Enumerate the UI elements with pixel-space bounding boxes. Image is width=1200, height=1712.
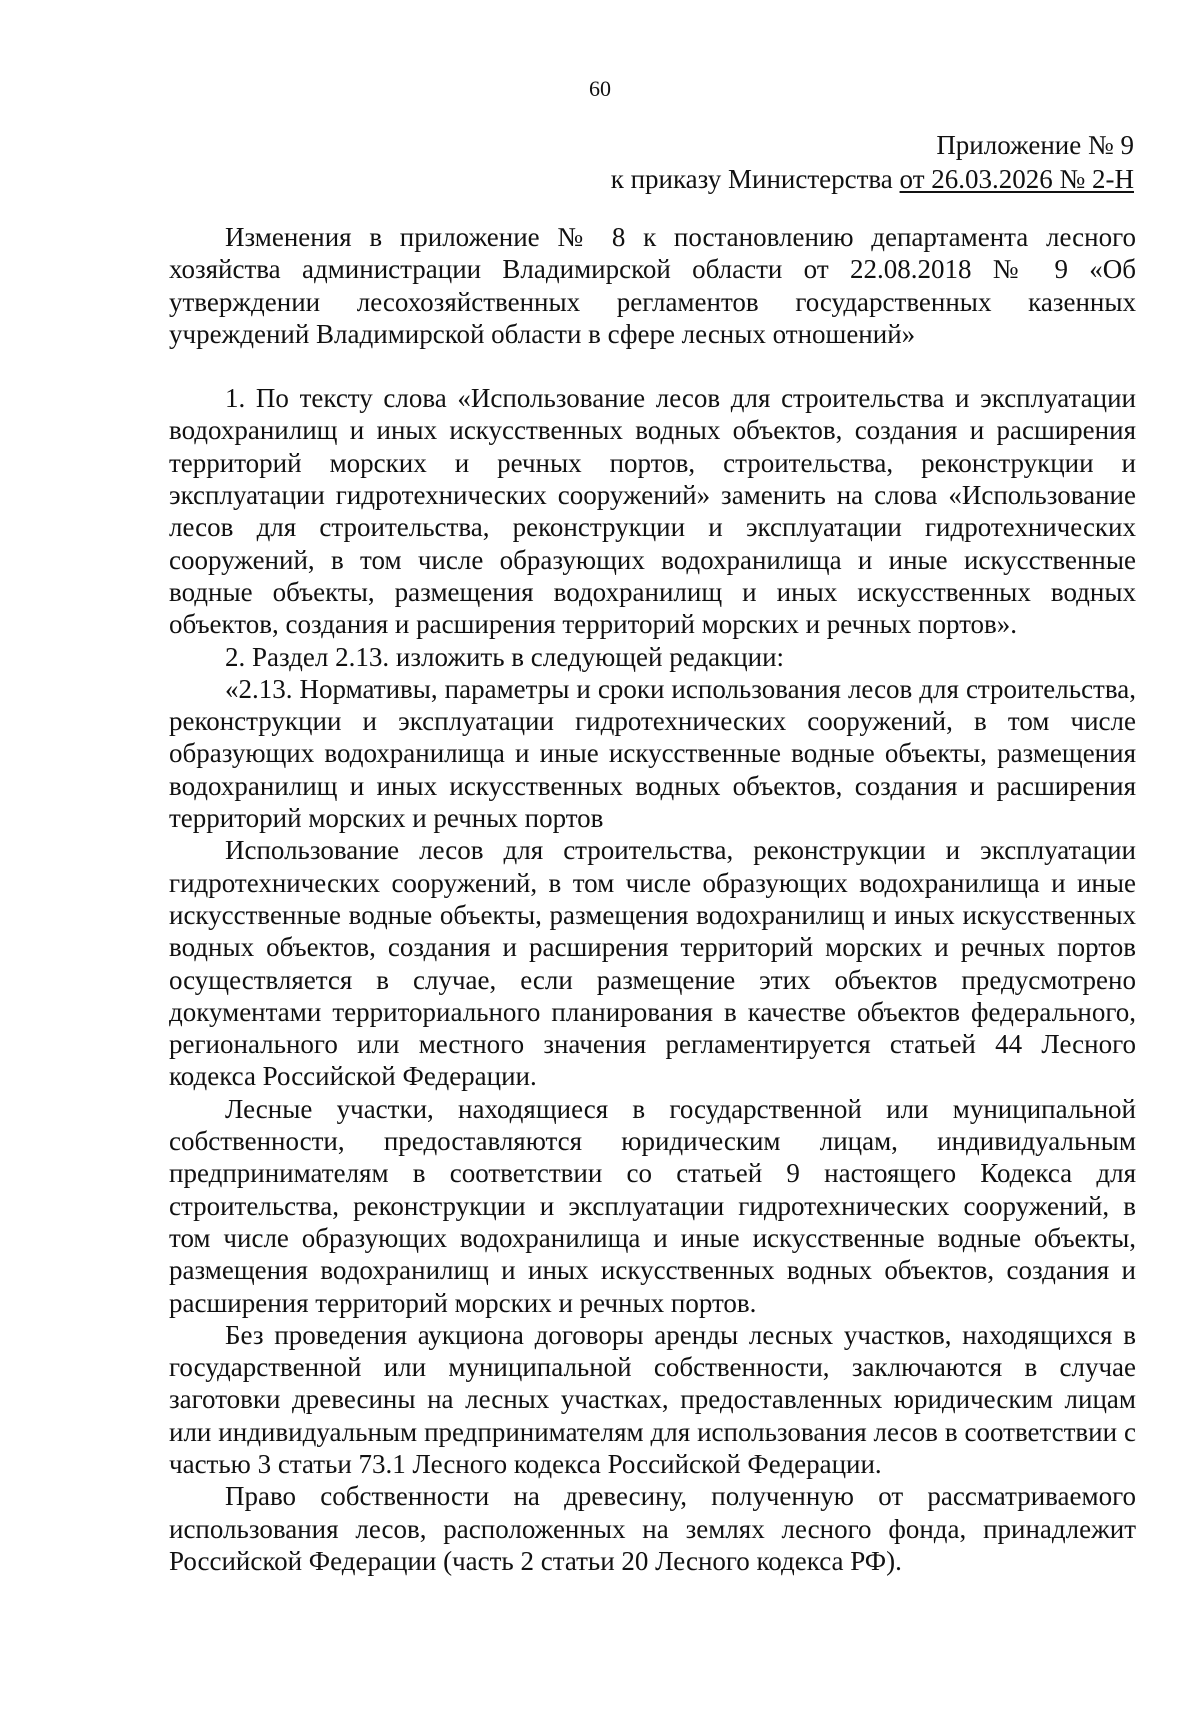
appendix-order-ref [611,162,1134,196]
appendix-title: Приложение № 9 [936,130,1134,160]
page-number: 60 [589,76,611,101]
paragraph-1: 1. По тексту слова «Использование лесов для строительства и эксплуатации водохранилищ и иных искусственных водных объектов, создания и расширения территорий морских и речных портов, строительства, реконструкции и эксплуатации гидротехнических сооружений» заменить на слова «Использование лесов для строительства, реконструкции и эксплуатации гидротехнических сооружений, в том числе образующих водохранилища и иные искусственные водные объекты, размещения водохранилищ и иных искусственных водных объектов, создания и расширения территорий морских и речных портов». [169,383,1136,640]
appendix-order-date-number: от 26.03.2026 № 2-Н [899,164,1134,194]
paragraph-5: Лесные участки, находящиеся в государственной или муниципальной собственности, предоставляются юридическим лицам, индивидуальным предпринимателям в соответствии со статьей 9 настоящего Кодекса для строительства, реконструкции и эксплуатации гидротехнических сооружений, в том числе образующих водохранилища и иные искусственные водные объекты, размещения водохранилищ и иных искусственных водных объектов, создания и расширения территорий морских и речных портов. [169,1093,1136,1318]
paragraph-6: Без проведения аукциона договоры аренды лесных участков, находящихся в государственной или муниципальной собственности, заключаются в случае заготовки древесины на лесных участках, предоставленных юридическим лицам или индивидуальным предпринимателям для использования лесов в соответствии с частью 3 статьи 73.1 Лесного кодекса Российской Федерации. [169,1319,1136,1479]
appendix-order-prefix: к приказу Министерства [610,164,893,194]
paragraph-3: «2.13. Нормативы, параметры и сроки использования лесов для строительства, реконструкции и эксплуатации гидротехнических сооружений, в том числе образующих водохранилища и иные искусственные водные объекты, размещения водохранилищ и иных искусственных водных объектов, создания и расширения территорий морских и речных портов [169,673,1136,834]
document-body [169,221,1136,1577]
paragraph-4: Использование лесов для строительства, реконструкции и эксплуатации гидротехнических сооружений, в том числе образующих водохранилища и иные искусственные водные объекты, размещения водохранилищ и иных искусственных водных объектов, создания и расширения территорий морских и речных портов осуществляется в случае, если размещение этих объектов предусмотрено документами территориального планирования в качестве объектов федерального, регионального или местного значения регламентируется статьей 44 Лесного кодекса Российской Федерации. [169,835,1136,1092]
paragraph-2: 2. Раздел 2.13. изложить в следующей редакции: [225,641,785,672]
appendix-header [611,128,1134,196]
paragraph-7: Право собственности на древесину, полученную от рассматриваемого использования лесов, расположенных на землях лесного фонда, принадлежит Российской Федерации (часть 2 статьи 20 Лесного кодекса РФ). [169,1481,1136,1576]
intro-paragraph: Изменения в приложение № 8 к постановлению департамента лесного хозяйства администрации Владимирской области от 22.08.2018 № 9 «Об утверждении лесохозяйственных регламентов государственных казенных учреждений Владимирской области в сфере лесных отношений» [169,222,1136,349]
